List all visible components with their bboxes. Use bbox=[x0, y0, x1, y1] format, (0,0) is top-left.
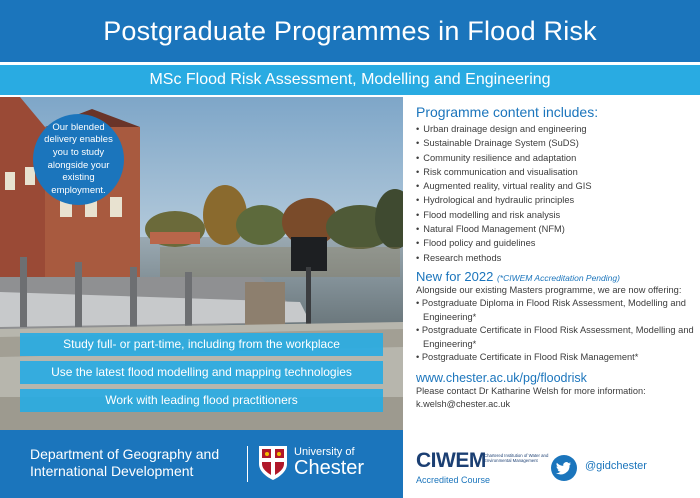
department-name bbox=[30, 446, 219, 480]
programme-info bbox=[416, 104, 696, 412]
list-item: • Community resilience and adaptation bbox=[416, 151, 696, 165]
university-name: Chester bbox=[294, 457, 365, 479]
list-item: • Postgraduate Diploma in Flood Risk Assessment, Modelling and Engineering* bbox=[416, 297, 696, 324]
list-item: • Postgraduate Certificate in Flood Risk Management* bbox=[416, 351, 696, 365]
twitter-handle[interactable]: @gidchester bbox=[585, 460, 647, 472]
content-heading: Programme content includes: bbox=[416, 104, 599, 120]
feature-strip-1: Study full- or part-time, including from the workplace bbox=[20, 333, 383, 356]
list-item: • Hydrological and hydraulic principles bbox=[416, 193, 696, 207]
new-intro: Alongside our existing Masters programme, we are now offering: bbox=[416, 284, 682, 295]
university-crest-icon bbox=[257, 444, 289, 482]
university-logo-text bbox=[294, 446, 364, 479]
department-line-2: International Development bbox=[30, 463, 194, 479]
new-list bbox=[416, 297, 696, 365]
email-link[interactable]: k.welsh@chester.ac.uk bbox=[416, 399, 511, 410]
content-list bbox=[416, 122, 696, 265]
list-item: • Natural Flood Management (NFM) bbox=[416, 222, 696, 236]
page-subtitle: MSc Flood Risk Assessment, Modelling and Engineering bbox=[0, 65, 700, 95]
ciwem-full-name: Chartered Institution of Water and Environmental Management bbox=[484, 453, 549, 463]
page-title: Postgraduate Programmes in Flood Risk bbox=[0, 0, 700, 62]
ciwem-logo: CIWEM bbox=[416, 449, 486, 472]
list-item: • Risk communication and visualisation bbox=[416, 165, 696, 179]
new-heading bbox=[416, 269, 696, 284]
university-of: University of bbox=[294, 446, 355, 458]
list-item: • Urban drainage design and engineering bbox=[416, 122, 696, 136]
accreditation-pending-note: (*CIWEM Accreditation Pending) bbox=[496, 272, 620, 283]
new-heading-text: New for 2022 bbox=[416, 268, 494, 284]
list-item: • Flood modelling and risk analysis bbox=[416, 208, 696, 222]
list-item: • Flood policy and guidelines bbox=[416, 236, 696, 250]
website-link[interactable]: www.chester.ac.uk/pg/floodrisk bbox=[416, 370, 587, 385]
ciwem-badge bbox=[416, 449, 549, 485]
list-item: • Sustainable Drainage System (SuDS) bbox=[416, 136, 696, 150]
feature-strip-3: Work with leading flood practitioners bbox=[20, 389, 383, 412]
list-item: • Augmented reality, virtual reality and GIS bbox=[416, 179, 696, 193]
list-item: • Postgraduate Certificate in Flood Risk Assessment, Modelling and Engineering* bbox=[416, 324, 696, 351]
department-line-1: Department of Geography and bbox=[30, 446, 220, 462]
accredited-course: Accredited Course bbox=[416, 475, 491, 485]
blended-delivery-callout: Our blended delivery enables you to study alongside your existing employment. bbox=[33, 114, 124, 205]
footer-divider bbox=[247, 446, 248, 482]
contact-text: Please contact Dr Katharine Welsh for more information: bbox=[416, 385, 646, 396]
list-item: • Research methods bbox=[416, 251, 696, 265]
feature-strip-2: Use the latest flood modelling and mapping technologies bbox=[20, 361, 383, 384]
twitter-icon[interactable] bbox=[551, 455, 577, 481]
